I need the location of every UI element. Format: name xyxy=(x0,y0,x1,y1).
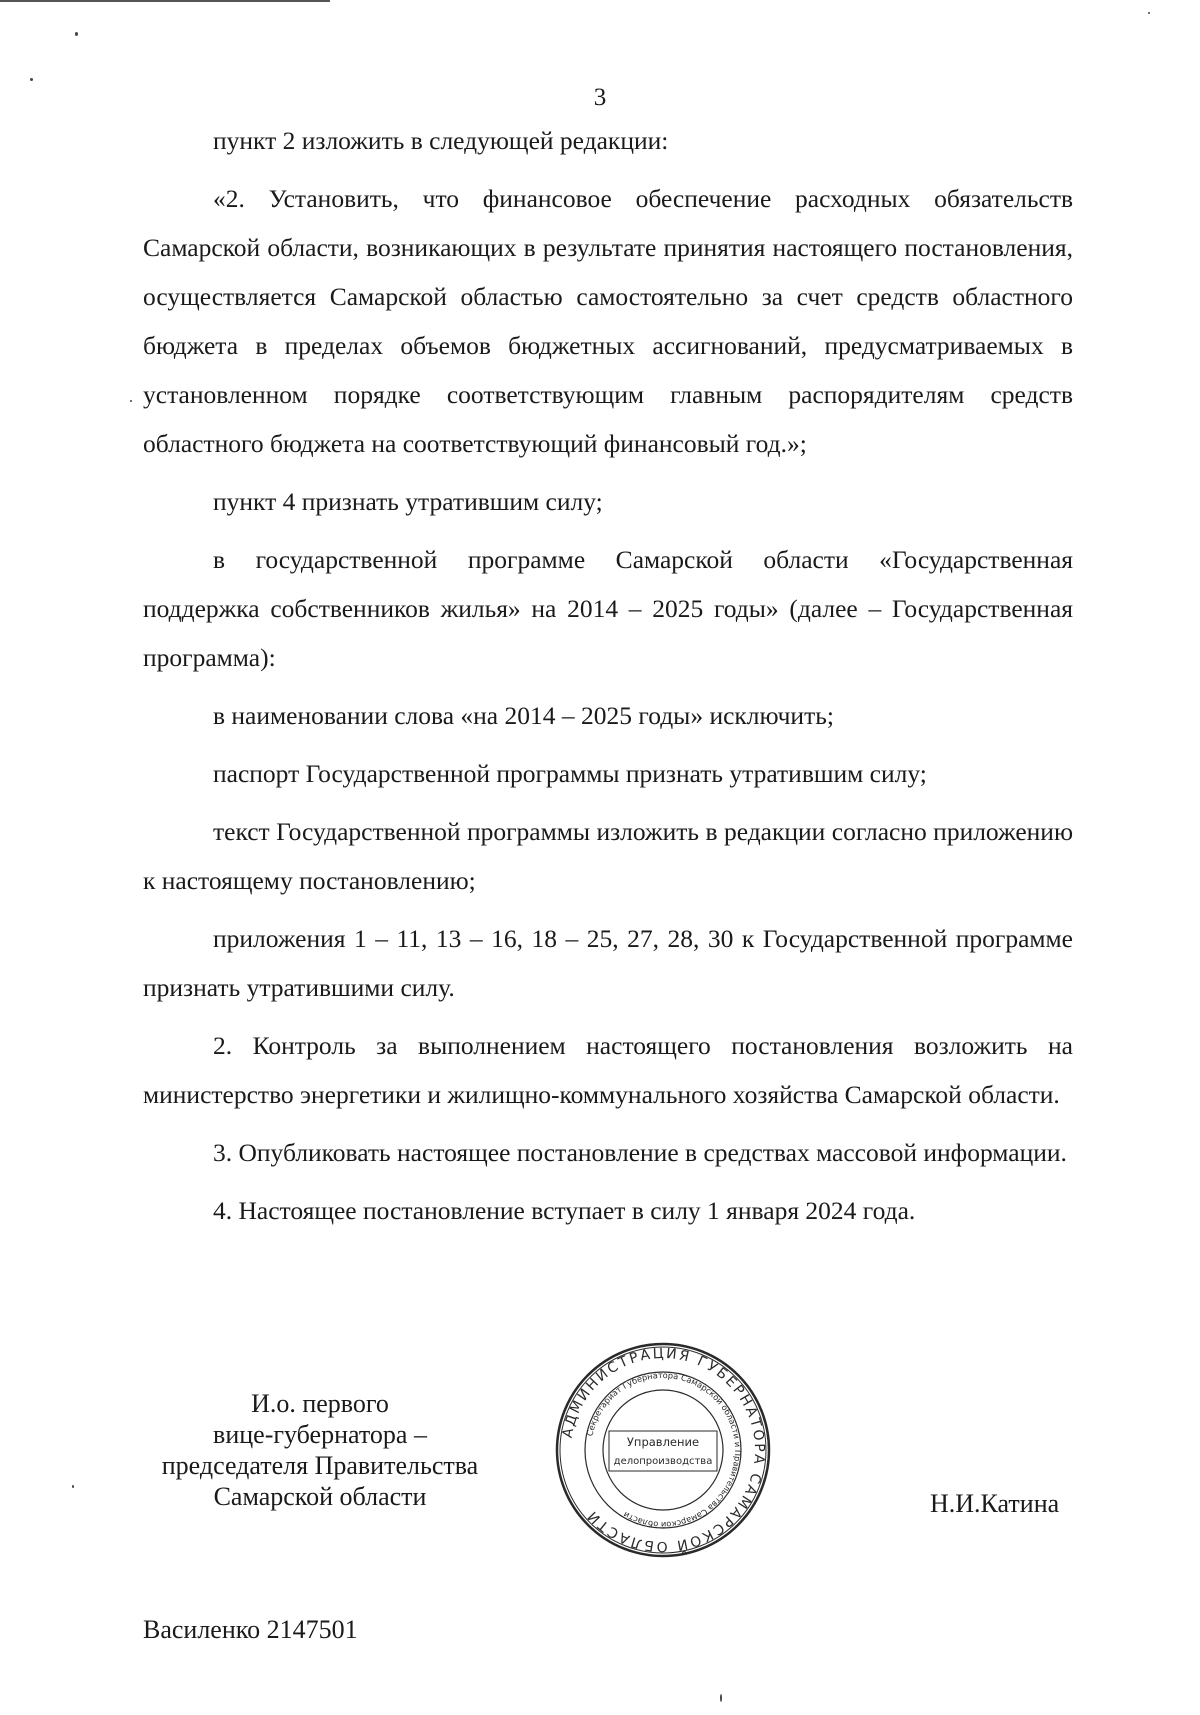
seal-outer-text: АДМИНИСТРАЦИЯ ГУБЕРНАТОРА САМАРСКОЙ ОБЛАСТИ xyxy=(559,1345,768,1555)
seal-center-line-2: делопроизводства xyxy=(613,1456,713,1467)
scan-speck xyxy=(130,400,132,402)
scan-speck xyxy=(720,1694,722,1702)
seal-center-line-1: Управление xyxy=(626,1435,700,1449)
scan-speck xyxy=(75,32,78,36)
paragraph-2: «2. Установить, что финансовое обеспечение расходных обязательств Самарской области, возникающих в результате принятия настоящего постановления, осуществляется Самарской областью самостоятельно за счет средств областного бюджета в пределах объемов бюджетных ассигнований, предусматриваемых в установленном порядке соответствующим главным распорядителям средств областного бюджета на соответствующий финансовый год.»; xyxy=(143,184,1073,458)
page-number: 3 xyxy=(593,84,607,111)
paragraph-7: текст Государственной программы изложить в редакции согласно приложению к настоящему постановлению; xyxy=(143,817,1073,895)
scan-speck xyxy=(72,1485,74,1488)
signatory-title-line: Самарской области xyxy=(213,1482,427,1511)
signatory-title-line: И.о. первого xyxy=(251,1389,389,1418)
paragraph-5: в наименовании слова «на 2014 – 2025 годы» исключить; xyxy=(213,701,834,730)
paragraph-3: пункт 4 признать утратившим силу; xyxy=(213,487,603,516)
top-edge-line xyxy=(0,0,330,2)
scan-speck xyxy=(1148,12,1150,14)
paragraph-1: пункт 2 изложить в следующей редакции: xyxy=(213,126,669,155)
official-seal-stamp xyxy=(553,1340,773,1560)
paragraph-8: приложения 1 – 11, 13 – 16, 18 – 25, 27, 28, 30 к Государственной программе признать утратившими силу. xyxy=(143,924,1073,1002)
paragraph-11: 4. Настоящее постановление вступает в силу 1 января 2024 года. xyxy=(213,1196,916,1225)
signatory-title-line: председателя Правительства xyxy=(161,1451,479,1480)
document-body xyxy=(143,116,1073,1235)
paragraph-9: 2. Контроль за выполнением настоящего постановления возложить на министерство энергетики и жилищно-коммунального хозяйства Самарской области. xyxy=(143,1031,1073,1109)
signatory-title-line: вице-губернатора – xyxy=(213,1420,427,1449)
signatory-title xyxy=(140,1388,500,1512)
signatory-name: Н.И.Катина xyxy=(930,1489,1060,1518)
executor-contact: Василенко 2147501 xyxy=(143,1615,358,1644)
paragraph-6: паспорт Государственной программы признать утратившим силу; xyxy=(213,759,927,788)
seal-inner-text: Секретариат Губернатора Самарской области и Правительства Самарской области xyxy=(584,1369,744,1531)
paragraph-4: в государственной программе Самарской области «Государственная поддержка собственников жилья» на 2014 – 2025 годы» (далее – Государственная программа): xyxy=(143,545,1073,672)
paragraph-10: 3. Опубликовать настоящее постановление в средствах массовой информации. xyxy=(213,1138,1067,1167)
scan-speck xyxy=(30,78,33,81)
